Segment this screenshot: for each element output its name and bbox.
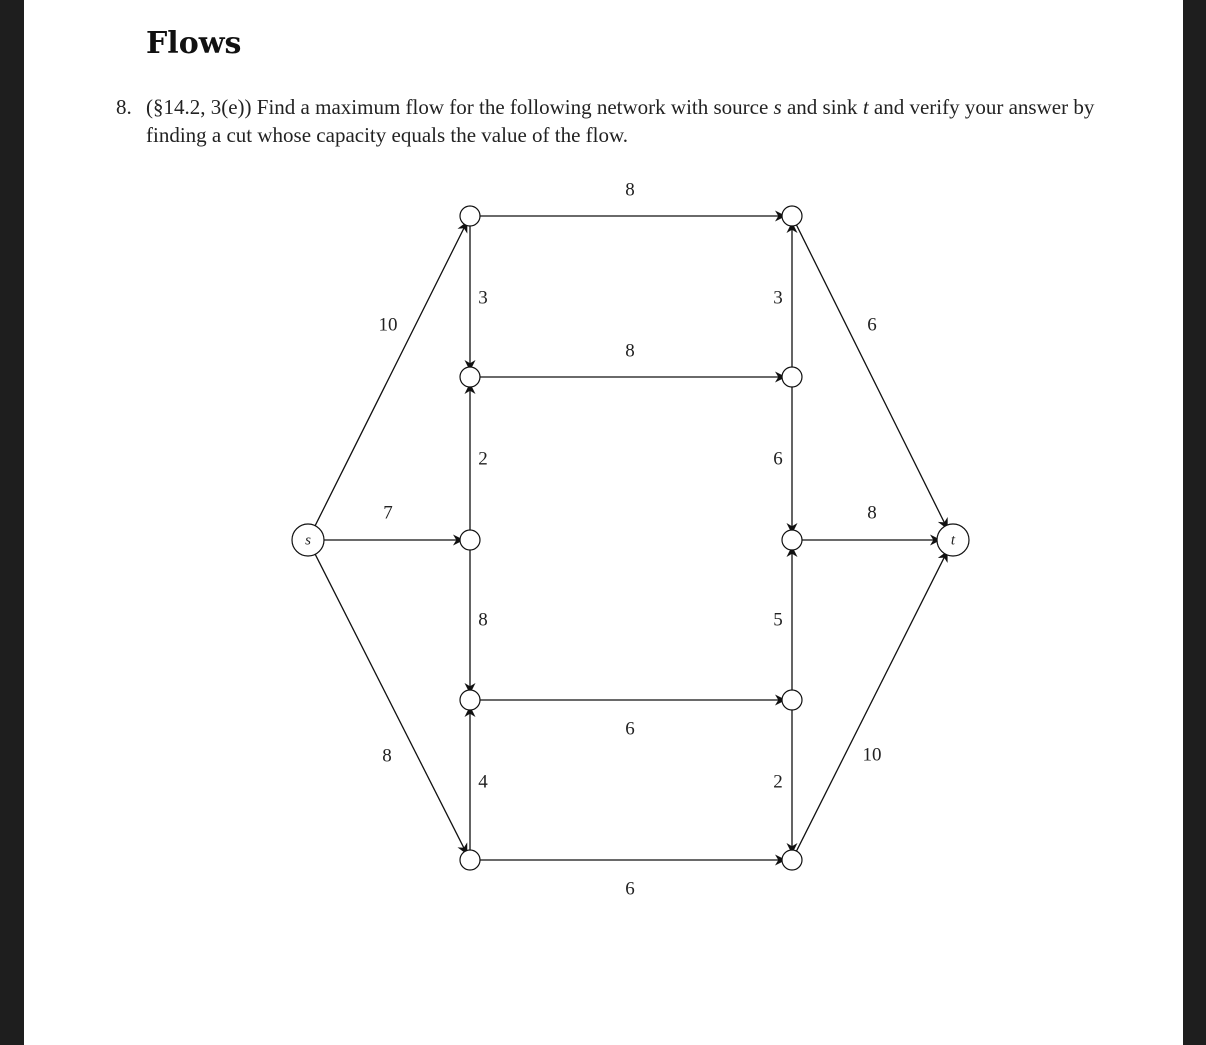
node-circle-b1	[782, 206, 802, 226]
node-a3	[460, 530, 480, 550]
node-circle-a5	[460, 850, 480, 870]
capacity-label-b2-b3: 6	[773, 448, 783, 470]
node-a1	[460, 206, 480, 226]
node-b2	[782, 367, 802, 387]
node-a4	[460, 690, 480, 710]
capacity-label-a5-b5: 6	[625, 878, 635, 900]
node-a5	[460, 850, 480, 870]
capacity-label-b1-t: 6	[867, 314, 877, 336]
node-b4	[782, 690, 802, 710]
capacity-label-b4-b5: 2	[773, 771, 783, 793]
nodes-layer	[292, 206, 969, 870]
node-a2	[460, 367, 480, 387]
capacity-label-a3-a2: 2	[478, 448, 488, 470]
capacity-label-a3-a4: 8	[478, 609, 488, 631]
capacity-label-a1-a2: 3	[478, 287, 488, 309]
edge-b1-t	[796, 225, 947, 529]
node-b1	[782, 206, 802, 226]
capacity-label-a5-a4: 4	[478, 771, 488, 793]
capacity-label-s-a5: 8	[382, 745, 392, 767]
node-label-s: s	[305, 532, 311, 549]
node-label-t: t	[950, 532, 956, 549]
node-s	[292, 524, 324, 556]
edge-b5-t	[796, 551, 947, 851]
capacity-label-a2-b2: 8	[625, 340, 635, 362]
node-b5	[782, 850, 802, 870]
problem-text-b: and sink	[781, 95, 863, 119]
sink-variable: t	[862, 95, 869, 119]
node-t	[937, 524, 969, 556]
problem-number: 8.	[116, 95, 132, 119]
capacity-label-a1-b1: 8	[625, 179, 635, 201]
node-circle-a1	[460, 206, 480, 226]
node-circle-b5	[782, 850, 802, 870]
capacity-label-s-a3: 7	[383, 502, 393, 524]
edge-s-a5	[315, 554, 467, 854]
edges-layer	[315, 216, 948, 860]
problem-text-a: Find a maximum flow for the following network with source	[251, 95, 774, 119]
capacity-label-b4-b3: 5	[773, 609, 783, 631]
node-circle-b2	[782, 367, 802, 387]
problem-text-c: and verify your answer by finding a cut whose capacity equals the value of the flow.	[146, 95, 1095, 147]
capacity-label-a4-b4: 6	[625, 718, 635, 740]
problem-ref: (§14.2, 3(e))	[146, 95, 252, 119]
section-heading: Flows	[146, 26, 242, 61]
capacity-label-b3-t: 8	[867, 502, 877, 524]
source-variable: s	[773, 95, 782, 119]
capacity-label-b2-b1: 3	[773, 287, 783, 309]
capacity-label-b5-t: 10	[862, 744, 882, 766]
capacity-label-s-a1: 10	[378, 314, 398, 336]
node-b3	[782, 530, 802, 550]
edge-s-a1	[315, 221, 467, 525]
node-circle-a2	[460, 367, 480, 387]
node-circle-a4	[460, 690, 480, 710]
node-circle-a3	[460, 530, 480, 550]
node-circle-b4	[782, 690, 802, 710]
node-circle-b3	[782, 530, 802, 550]
